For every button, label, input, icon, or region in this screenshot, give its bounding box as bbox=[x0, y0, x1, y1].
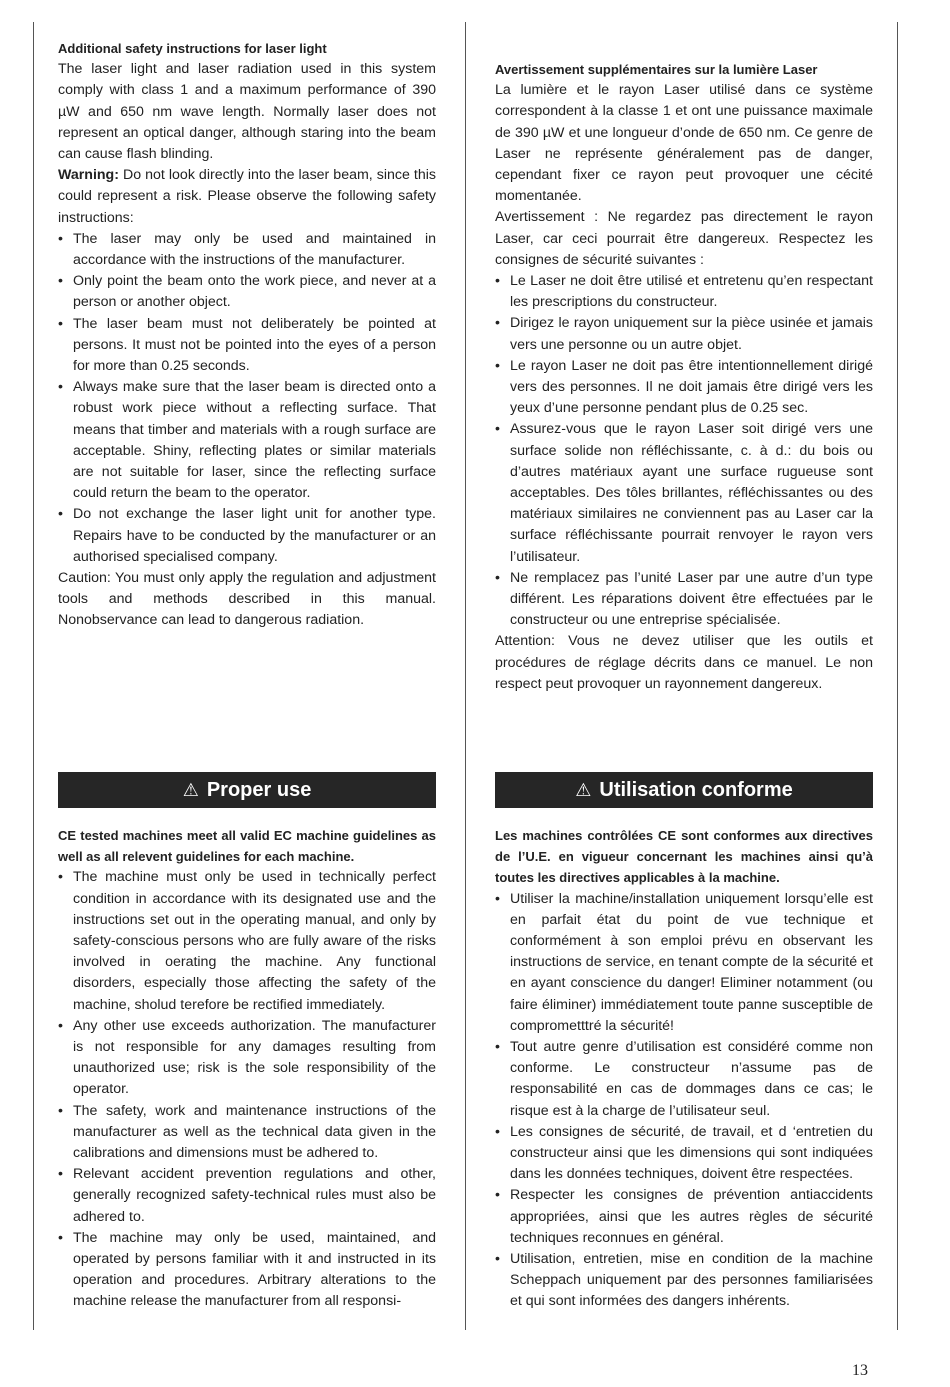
list-item-text: Always make sure that the laser beam is directed onto a robust work piece without a reflecting surface. That means that timber and materials with a rough surface are acceptable. Shiny, reflecting plates or similar materials are not suitable for laser, since the reflecting surface could return the beam to the operator. bbox=[73, 379, 436, 502]
bullet-icon: • bbox=[495, 1187, 500, 1204]
laser-bullets-fr bbox=[495, 271, 873, 631]
utilisation-conforme-lead: Les machines contrôlées CE sont conformes aux directives de l’U.E. en vigueur concernant les machines ainsi qu’à toutes les directives applicables à la machine. bbox=[495, 828, 873, 886]
list-item bbox=[58, 314, 436, 378]
laser-warning-en bbox=[58, 165, 436, 229]
bullet-icon: • bbox=[495, 357, 500, 374]
list-item-text: Relevant accident prevention regulations and other, generally recognized safety-technical rules must also be adhered to. bbox=[73, 1166, 436, 1225]
bullet-icon: • bbox=[58, 506, 63, 523]
list-item-text: Utiliser la machine/installation uniquement lorsqu’elle est en parfait état du point de vue technique et conformément à son emploi prévu en observant les instructions de service, en tenant compte de la sécurité et en ayant conscience du danger! Eliminer notamment (ou faire éliminer) immédiatement toute panne susceptible de comprometttré la sécurité! bbox=[510, 890, 873, 1034]
right-margin-rule bbox=[897, 22, 898, 1330]
list-item bbox=[495, 1185, 873, 1249]
list-item bbox=[495, 419, 873, 567]
list-item-text: Dirigez le rayon uniquement sur la pièce usinée et jamais vers une personne ou un autre objet. bbox=[510, 315, 873, 353]
list-item-text: The laser beam must not deliberately be pointed at persons. It must not be pointed into the eyes of a person for more than 0.25 seconds. bbox=[73, 315, 436, 375]
bullet-icon: • bbox=[495, 890, 500, 907]
list-item bbox=[495, 271, 873, 313]
list-item bbox=[58, 229, 436, 271]
bullet-icon: • bbox=[495, 1251, 500, 1268]
proper-use-bar bbox=[58, 772, 436, 808]
list-item-text: Utilisation, entretien, mise en condition de la machine Scheppach uniquement par des personnes familiarisées et qui sont informées des dangers inhérents. bbox=[510, 1251, 873, 1310]
list-item-text: Le rayon Laser ne doit pas être intentionnellement dirigé vers des personnes. Il ne doit jamais être dirigé vers les yeux d’une personne pendant plus de 0.25 sec. bbox=[510, 357, 873, 417]
bullet-icon: • bbox=[58, 869, 63, 886]
laser-safety-fr bbox=[495, 59, 873, 695]
bullet-icon: • bbox=[495, 273, 500, 290]
list-item bbox=[58, 867, 436, 1015]
laser-safety-intro-en: The laser light and laser radiation used in this system comply with class 1 and a maximum performance of 390 µW and 650 nm wave length. Normally laser does not represent an optical danger, although staring into the beam can cause flash blinding. bbox=[58, 61, 436, 163]
utilisation-conforme-title: Utilisation conforme bbox=[599, 779, 793, 801]
proper-use-lead: CE tested machines meet all valid EC machine guidelines as well as all relevent guidelines for each machine. bbox=[58, 828, 436, 865]
list-item-text: Ne remplacez pas l’unité Laser par une autre d’un type différent. Les réparations doivent être effectuées par le constructeur ou une entreprise spécialisée. bbox=[510, 569, 873, 629]
bullet-icon: • bbox=[495, 569, 500, 586]
list-item-text: The machine may only be used, maintained, and operated by persons familiar with it and instructed in its operation and procedures. Arbitrary alterations to the machine release the manufacturer from all responsi- bbox=[73, 1229, 436, 1310]
list-item-text: The safety, work and maintenance instructions of the manufacturer as well as the technical data given in the calibrations and dimensions must be adhered to. bbox=[73, 1102, 436, 1162]
list-item-text: Only point the beam onto the work piece, and never at a person or another object. bbox=[73, 273, 436, 311]
list-item-text: Assurez-vous que le rayon Laser soit dirigé vers une surface solide non réfléchissante, c. à d.: du bois ou d’autres matériaux ayant une surface rugueuse sont acceptables. Des tôles brillantes, réfléchissantes ou des matériaux similaires ne conviennent pas au Laser car la surface réfléchissante pourrait renvoyer le rayon vers l’utilisateur. bbox=[510, 421, 873, 565]
warning-triangle-icon: ⚠ bbox=[575, 780, 592, 800]
bullet-icon: • bbox=[58, 1017, 63, 1034]
list-item bbox=[58, 271, 436, 313]
list-item-text: Tout autre genre d’utilisation est considéré comme non conforme. Le constructeur n’assume pas de responsabilité en cas de dommages dans ce cas; le risque est à la charge de l’utilisateur seul. bbox=[510, 1039, 873, 1119]
laser-safety-heading-fr: Avertissement supplémentaires sur la lumière Laser bbox=[495, 62, 818, 77]
laser-bullets-en bbox=[58, 229, 436, 568]
list-item-text: Do not exchange the laser light unit for another type. Repairs have to be conducted by the manufacturer or an authorised specialised company. bbox=[73, 506, 436, 565]
bullet-icon: • bbox=[58, 1166, 63, 1183]
proper-use-en bbox=[58, 825, 436, 1313]
list-item bbox=[58, 1016, 436, 1101]
list-item-text: Respecter les consignes de prévention antiaccidents appropriées, ainsi que les autres règles de sécurité techniques reconnues en général. bbox=[510, 1187, 873, 1246]
bullet-icon: • bbox=[58, 1102, 63, 1119]
bullet-icon: • bbox=[58, 379, 63, 396]
proper-use-title: Proper use bbox=[206, 779, 312, 801]
utilisation-conforme-bullets bbox=[495, 889, 873, 1313]
laser-safety-en bbox=[58, 38, 436, 632]
list-item bbox=[58, 1101, 436, 1165]
list-item bbox=[495, 1122, 873, 1186]
list-item bbox=[495, 313, 873, 355]
list-item bbox=[495, 1037, 873, 1122]
page-number: 13 bbox=[852, 1362, 868, 1379]
list-item-text: Les consignes de sécurité, de travail, et d ‘entretien du constructeur ainsi que les dimensions qui sont indiquées dans les données techniques, doivent être respectées. bbox=[510, 1123, 873, 1183]
list-item-text: The laser may only be used and maintained in accordance with the instructions of the manufacturer. bbox=[73, 230, 436, 269]
bullet-icon: • bbox=[58, 230, 63, 247]
center-rule bbox=[465, 22, 466, 1330]
list-item bbox=[495, 568, 873, 632]
bullet-icon: • bbox=[58, 1229, 63, 1246]
list-item-text: Any other use exceeds authorization. The manufacturer is not responsible for any damages resulting from unauthorized use; risk is the sole responsibility of the operator. bbox=[73, 1017, 436, 1098]
proper-use-bullets bbox=[58, 867, 436, 1312]
bullet-icon: • bbox=[495, 1039, 500, 1056]
warning-text: Do not look directly into the laser beam, since this could represent a risk. Please observe the following safety instructions: bbox=[58, 167, 436, 226]
bullet-icon: • bbox=[495, 315, 500, 332]
laser-attention-fr: Attention: Vous ne devez utiliser que les outils et procédures de réglage décrits dans ce manuel. Le non respect peut provoquer un rayonnement dangereux. bbox=[495, 633, 873, 692]
list-item bbox=[58, 504, 436, 568]
bullet-icon: • bbox=[495, 1123, 500, 1140]
warning-label: Warning: bbox=[58, 167, 119, 184]
list-item bbox=[58, 1228, 436, 1313]
list-item bbox=[58, 377, 436, 504]
warning-triangle-icon: ⚠ bbox=[182, 780, 199, 800]
utilisation-conforme-fr bbox=[495, 825, 873, 1313]
laser-warning-fr: Avertissement : Ne regardez pas directement le rayon Laser, car ceci pourrait être dangereux. Respectez les consignes de sécurité suivantes : bbox=[495, 209, 873, 268]
list-item bbox=[58, 1164, 436, 1228]
list-item-text: The machine must only be used in technically perfect condition in accordance with its designated use and the instructions set out in the operating manual, and only by safety-conscious persons who are fully aware of the risks involved in oerating the machine. Any functional disorders, especially those affecting the safety of the machine, sholud terefore be rectified immediately. bbox=[73, 869, 436, 1013]
utilisation-conforme-bar bbox=[495, 772, 873, 808]
laser-safety-heading-en: Additional safety instructions for laser light bbox=[58, 41, 327, 56]
left-margin-rule bbox=[33, 22, 34, 1330]
list-item bbox=[495, 889, 873, 1037]
bullet-icon: • bbox=[58, 273, 63, 290]
list-item bbox=[495, 356, 873, 420]
bullet-icon: • bbox=[58, 315, 63, 332]
laser-caution-en: Caution: You must only apply the regulation and adjustment tools and methods described in this manual. Nonobservance can lead to dangerous radiation. bbox=[58, 570, 436, 629]
bullet-icon: • bbox=[495, 421, 500, 438]
laser-safety-intro-fr: La lumière et le rayon Laser utilisé dans ce système correspondent à la classe 1 et ont une puissance maximale de 390 µW et une longueur d’onde de 650 nm. Ce genre de Laser ne représente généralement pas de danger, cependant fixer ce rayon peut provoquer une cécité momentanée. bbox=[495, 82, 873, 205]
list-item-text: Le Laser ne doit être utilisé et entretenu qu’en respectant les prescriptions du constructeur. bbox=[510, 273, 873, 311]
list-item bbox=[495, 1249, 873, 1313]
